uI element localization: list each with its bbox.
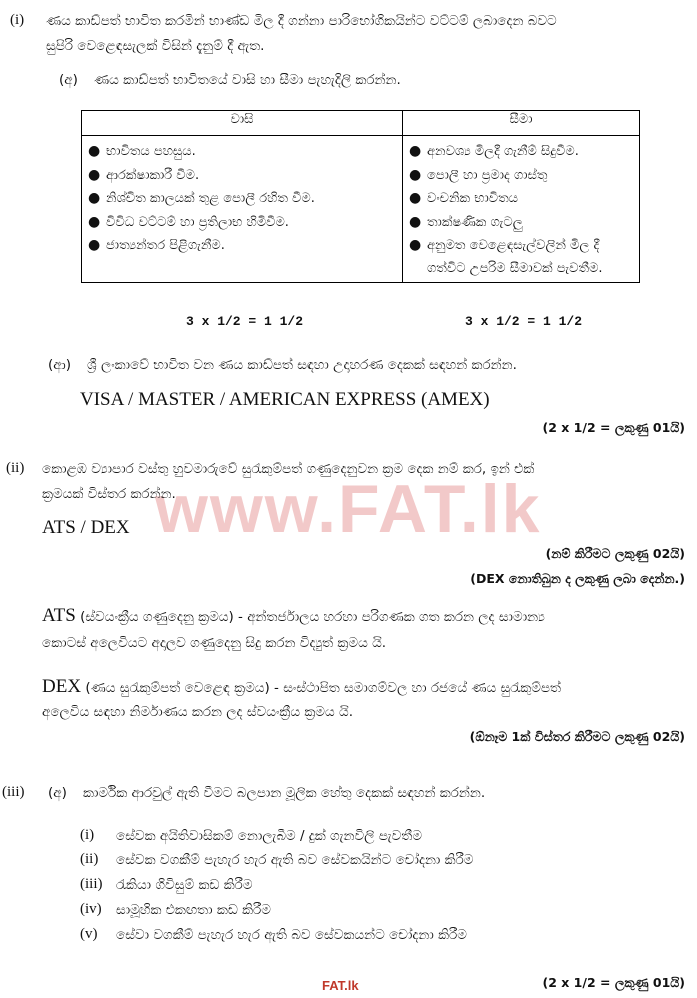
list-item: ● අනුමත වෙළෙඳසැල්වලින් මිල දී	[409, 234, 633, 258]
bullet-icon: ●	[409, 237, 422, 253]
list-item: ● වංචනික භාවිතය	[409, 187, 633, 211]
list-item: ● පොලී හා ප්‍රමාද ගාස්තු	[409, 164, 633, 188]
ats-description-line: කොටස් අලෙවියට අදාලව ගණුදෙනු සිදු කරන විද්‍යුත් ක්‍රමය යි.	[42, 635, 387, 651]
list-item: ● ජාත්‍යන්තර පිළිගැනීම.	[88, 234, 396, 258]
bullet-icon: ●	[88, 237, 101, 253]
list-item: සේවක වගකීම් පැහැර හැර ඇති බව සේවකයින්ට චෝදනා කිරීම	[116, 852, 474, 868]
item-number: (iv)	[80, 901, 102, 917]
subquestion-label: (ආ)	[48, 357, 71, 373]
list-item: ● නිශ්චිත කාලයක් තුළ පොලී රහිත වීම.	[88, 187, 396, 211]
list-item-continuation: ගත්විට උපරිම සීමාවක් පැවතීම.	[427, 260, 603, 276]
list-item: ● අනවශ්‍ය මිලදී ගැනීම් සිදුවීම.	[409, 140, 633, 164]
footer-logo-text: FAT.lk	[322, 978, 359, 993]
dex-description-line: අලෙවිය සඳහා නිර්මාණය කරන ලද ස්වයංක්‍රීය ක්‍රමය යි.	[42, 704, 354, 720]
bullet-icon: ●	[88, 143, 101, 159]
table-header-limitations: සීමා	[403, 111, 640, 136]
list-item: ● තාක්ෂණික ගැටලු	[409, 211, 633, 235]
list-item: ● විවිධ වට්ටම් හා ප්‍රතිලාභ හිමිවීම.	[88, 211, 396, 235]
question-text-line: ක්‍රමයක් විස්තර කරන්න.	[42, 486, 176, 502]
table-header-advantages: වාසි	[82, 111, 403, 136]
advantages-cell	[82, 136, 403, 283]
subquestion-label: (අ)	[59, 72, 78, 88]
ats-description-line: ATS (ස්වයංක්‍රීය ගණුදෙනු ක්‍රමය) - අන්තර්ජාලය හරහා පරිගණක ගත කරන ලද සාමාන්‍ය	[42, 605, 545, 626]
marks-note: (ඕනෑම 1ක් විස්තර කිරීමට ලකුණු 02යි)	[469, 729, 685, 744]
advantages-limitations-table	[81, 110, 640, 283]
list-item: ● භාවිතය පහසුය.	[88, 140, 396, 164]
list-item: සාමූහික එකඟතා කඩ කිරීම	[116, 902, 271, 918]
dex-term: DEX	[42, 676, 82, 697]
marks-note: (නම් කිරීමට ලකුණු 02යි)	[545, 546, 685, 561]
bullet-icon: ●	[409, 166, 422, 183]
question-number: (ii)	[6, 460, 25, 476]
item-number: (v)	[80, 926, 98, 942]
dex-description-line: DEX (ණය සුරැකුම්පත් වෙළෙඳ ක්‍රමය) - සංස්ථාපිත සමාගම්වල හා රජයේ ණය සුරැකුම්පත්	[42, 676, 561, 697]
list-item: රැකියා ගිවිසුම් කඩ කිරීම	[116, 877, 253, 893]
marks-note: (2 x 1/2 = ලකුණු 01යි)	[542, 975, 685, 990]
bullet-icon: ●	[409, 190, 422, 206]
question-text-line: ණය කාඩ්පත් භාවිත කරමින් භාණ්ඩ මිල දී ගන්නා පාරිභෝගිකයින්ට වට්ටම් ලබාදෙන බවට	[46, 13, 557, 29]
marks-note: (2 x 1/2 = ලකුණු 01යි)	[542, 420, 685, 435]
list-item: සේවා වගකීම් පැහැර හැර ඇති බව සේවකයන්ට චෝදනා කිරීම	[116, 927, 467, 943]
question-text-line: කොළඹ ව්‍යාපාර වස්තු හුවමාරුවේ සුරැකුම්පත් ගණුදෙනුවන ක්‍රම දෙක නම් කර, ඉන් එක්	[42, 461, 535, 477]
score-right: 3 x 1/2 = 1 1/2	[465, 314, 583, 329]
question-text-line: සුපිරි වෙළෙඳසැලක් විසින් දැනුම් දී ඇත.	[46, 38, 265, 54]
bullet-icon: ●	[88, 213, 101, 230]
bullet-icon: ●	[88, 166, 101, 183]
subquestion-label: (අ)	[48, 785, 67, 801]
item-number: (ii)	[80, 851, 99, 867]
question-number: (i)	[10, 12, 25, 28]
question-number: (iii)	[2, 784, 25, 800]
limitations-cell	[403, 136, 640, 283]
bullet-icon: ●	[88, 190, 101, 206]
list-item: සේවක අයිතිවාසිකම් නොලැබීම / දුක් ගැනවිලි පැවතීම	[116, 828, 423, 844]
answer-text: VISA / MASTER / AMERICAN EXPRESS (AMEX)	[80, 389, 490, 410]
list-item: ● ආරක්ෂාකාරී වීම.	[88, 164, 396, 188]
watermark: www.FAT.lk	[155, 471, 542, 547]
bullet-icon: ●	[409, 213, 422, 230]
ats-term: ATS	[42, 605, 76, 626]
item-number: (i)	[80, 827, 95, 843]
subquestion-text: කාර්මික ආරවුල් ඇති වීමට බලපාන මූලික හේතු දෙකක් සඳහන් කරන්න.	[83, 785, 486, 801]
score-left: 3 x 1/2 = 1 1/2	[186, 314, 304, 329]
marks-note: (DEX නොතිබුන ද ලකුණු ලබා දෙන්න.)	[470, 571, 685, 586]
subquestion-text: ණය කාඩ්පත් භාවිතයේ වාසි හා සීමා පැහැදිලි කරන්න.	[94, 72, 401, 88]
item-number: (iii)	[80, 876, 103, 892]
bullet-icon: ●	[409, 143, 422, 159]
subquestion-text: ශ්‍රී ලංකාවේ භාවිත වන ණය කාඩ්පත් සඳහා උදාහරණ දෙකක් සඳහන් කරන්න.	[87, 357, 517, 373]
answer-text: ATS / DEX	[42, 517, 130, 538]
